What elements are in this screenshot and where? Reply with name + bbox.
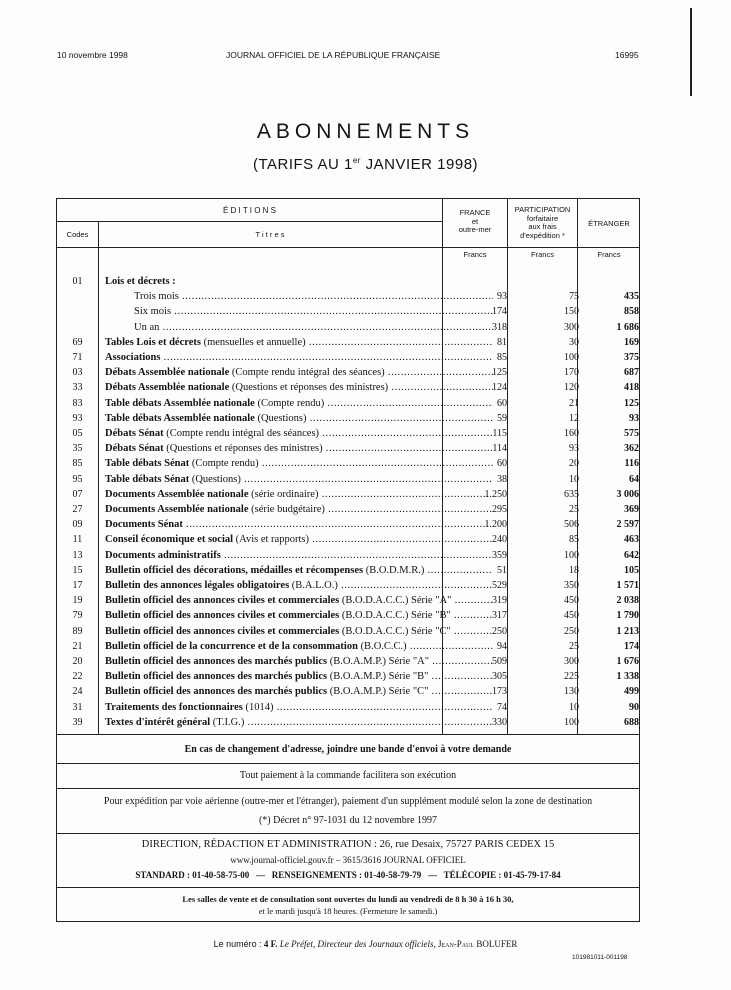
price-participation: 12	[569, 412, 579, 424]
price-participation: 150	[564, 306, 579, 318]
page-title: ABONNEMENTS	[256, 120, 475, 143]
price-etranger: 858	[624, 306, 639, 318]
direction-address: DIRECTION, RÉDACTION ET ADMINISTRATION : 26, rue Desaix, 75727 PARIS CEDEX 15	[141, 839, 555, 850]
price-france: 240	[492, 534, 507, 546]
price-etranger: 362	[624, 443, 639, 455]
price-france: 60	[497, 397, 507, 409]
price-etranger: 2 038	[616, 595, 639, 607]
price-participation: 450	[564, 610, 579, 622]
table-row	[57, 426, 639, 441]
price-etranger: 375	[624, 352, 639, 363]
price-participation: 350	[564, 580, 579, 591]
table-row	[57, 578, 639, 593]
price-participation: 25	[569, 640, 579, 652]
price-france: 81	[497, 336, 507, 348]
unit-label: Francs	[597, 250, 621, 259]
table-row	[57, 669, 639, 684]
row-title: Table débats Sénat (Questions) .....	[105, 472, 493, 487]
row-title: Bulletin officiel des annonces civiles et commerciales (B.O.D.A.C.C.) Série "A" .....	[105, 593, 493, 608]
price-etranger: 687	[624, 367, 639, 379]
table-row	[57, 517, 639, 532]
row-title: Table débats Sénat (Compte rendu) .....	[105, 456, 493, 471]
price-etranger: 688	[624, 716, 639, 728]
price-participation: 506	[564, 519, 579, 531]
price-participation: 20	[569, 458, 579, 470]
price-france: 317	[492, 610, 507, 622]
price-participation: 225	[564, 671, 579, 683]
row-title: Bulletin officiel des annonces civiles et commerciales (B.O.D.A.C.C.) Série "B" .....	[105, 608, 493, 623]
price-participation: 18	[569, 564, 579, 576]
price-etranger: 418	[624, 382, 639, 394]
titres-header: T i t r e s	[255, 230, 285, 239]
rule	[57, 221, 442, 222]
row-code: 39	[72, 716, 83, 728]
table-row	[57, 487, 639, 502]
row-title: Bulletin officiel de la concurrence et de la consommation (B.O.C.C.) .....	[105, 639, 493, 654]
row-title: Textes d'intérêt général (T.I.G.) .....	[105, 715, 493, 730]
price-participation: 75	[569, 291, 579, 303]
row-code: 05	[72, 428, 83, 439]
row-code: 03	[72, 367, 83, 379]
row-code: 95	[72, 473, 83, 485]
price-participation: 130	[564, 686, 579, 698]
table-row	[57, 532, 639, 547]
price-participation: 635	[564, 488, 579, 500]
row-code: 89	[72, 625, 83, 637]
row-title: Débats Assemblée nationale (Compte rendu intégral des séances) .....	[105, 365, 493, 380]
etranger-header: ÉTRANGER	[588, 219, 630, 228]
row-code: 85	[72, 458, 83, 470]
price-participation: 120	[564, 382, 579, 394]
table-row	[57, 654, 639, 669]
row-title: Bulletin officiel des annonces des marchés publics (B.O.A.M.P.) Série "B" .....	[105, 669, 493, 684]
table-row	[57, 608, 639, 623]
price-etranger: 1 571	[616, 580, 639, 591]
rule	[57, 833, 639, 834]
price-france: 124	[492, 382, 507, 394]
table-row	[57, 335, 639, 350]
table-row	[57, 380, 639, 395]
price-france: 85	[497, 352, 507, 363]
price-france: 93	[497, 291, 507, 303]
price-participation: 100	[564, 716, 579, 728]
rule	[57, 788, 639, 789]
row-code: 20	[72, 656, 83, 667]
price-etranger: 1 676	[616, 656, 639, 667]
price-participation: 170	[564, 367, 579, 379]
table-row	[57, 411, 639, 426]
price-etranger: 1 338	[616, 671, 639, 683]
table-row	[57, 684, 639, 699]
website-line: www.journal-officiel.gouv.fr – 3615/3616 JOURNAL OFFICIEL	[230, 855, 466, 865]
price-participation: 85	[569, 534, 579, 546]
price-etranger: 1 686	[616, 321, 639, 333]
row-title: Table débats Assemblée nationale (Questions) .....	[105, 411, 493, 426]
price-participation: 100	[564, 352, 579, 363]
unit-label: Francs	[463, 250, 487, 259]
payment-note: Tout paiement à la commande facilitera son exécution	[239, 770, 457, 781]
row-code: 31	[72, 701, 83, 713]
price-etranger: 642	[624, 549, 639, 561]
opening-hours-line: Les salles de vente et de consultation sont ouvertes du lundi au vendredi de 8 h 30 à 16 h 30,	[182, 894, 514, 904]
table-row	[57, 350, 639, 365]
price-france: 305	[492, 671, 507, 683]
row-code: 01	[72, 276, 83, 287]
price-etranger: 369	[624, 504, 639, 515]
price-france: 94	[497, 640, 507, 652]
price-france: 330	[492, 716, 507, 728]
price-france: 60	[497, 458, 507, 470]
row-code: 19	[72, 595, 83, 607]
table-row	[57, 396, 639, 411]
table-row	[57, 700, 639, 715]
row-code: 11	[72, 534, 83, 546]
change-address-note: En cas de changement d'adresse, joindre une bande d'envoi à votre demande	[184, 744, 512, 755]
price-france: 295	[492, 504, 507, 515]
price-france: 38	[497, 473, 507, 485]
price-participation: 21	[569, 397, 579, 409]
price-etranger: 435	[624, 291, 639, 303]
decree-note: (*) Décret n° 97-1031 du 12 novembre 1997	[258, 815, 438, 826]
price-participation: 300	[564, 321, 579, 333]
row-code: 83	[72, 397, 83, 409]
row-title: Un an .....	[134, 320, 493, 335]
price-participation: 300	[564, 656, 579, 667]
header-date: 10 novembre 1998	[57, 50, 128, 60]
row-title: Bulletin des annonces légales obligatoires (B.A.L.O.) .....	[105, 578, 493, 593]
rule	[57, 247, 639, 248]
price-france: 174	[492, 306, 507, 318]
table-row	[57, 624, 639, 639]
header-page-number: 16995	[615, 50, 639, 60]
table-row	[57, 472, 639, 487]
price-participation: 160	[564, 428, 579, 439]
row-code: 09	[72, 519, 83, 531]
row-code: 17	[72, 580, 83, 591]
table-row	[57, 320, 639, 335]
page-subtitle: (TARIFS AU 1er JANVIER 1998)	[252, 156, 479, 173]
row-title: Débats Sénat (Questions et réponses des ministres) .....	[105, 441, 493, 456]
price-etranger: 2 597	[616, 519, 639, 531]
table-row	[57, 441, 639, 456]
price-participation: 10	[569, 701, 579, 713]
row-code: 79	[72, 610, 83, 622]
table-row	[57, 274, 639, 289]
table-row	[57, 456, 639, 471]
france-header: FRANCE et outre-mer	[458, 208, 492, 234]
row-code: 24	[72, 686, 83, 698]
phone-line: STANDARD : 01-40-58-75-00 — RENSEIGNEMENTS : 01-40-58-79-79 — TÉLÉCOPIE : 01-45-79-17-84	[135, 870, 561, 880]
row-title: Conseil économique et social (Avis et rapports) .....	[105, 532, 493, 547]
row-title: Table débats Assemblée nationale (Compte rendu) .....	[105, 396, 493, 411]
price-etranger: 125	[624, 397, 639, 409]
price-france: 319	[492, 595, 507, 607]
price-etranger: 174	[624, 640, 639, 652]
row-code: 22	[72, 671, 83, 683]
price-participation: 93	[569, 443, 579, 455]
price-france: 125	[492, 367, 507, 379]
opening-hours-line: et le mardi jusqu'à 18 heures. (Fermeture le samedi.)	[258, 906, 438, 916]
row-title: Documents Assemblée nationale (série budgétaire) .....	[105, 502, 493, 517]
price-france: 51	[497, 564, 507, 576]
row-code: 35	[72, 443, 83, 455]
row-code: 21	[72, 640, 83, 652]
table-row	[57, 563, 639, 578]
price-participation: 450	[564, 595, 579, 607]
row-title: Débats Assemblée nationale (Questions et réponses des ministres) .....	[105, 380, 493, 395]
row-code: 15	[72, 564, 83, 576]
table-row	[57, 502, 639, 517]
price-etranger: 169	[624, 336, 639, 348]
price-france: 59	[497, 412, 507, 424]
price-etranger: 116	[624, 458, 639, 470]
price-etranger: 93	[629, 412, 639, 424]
table-row	[57, 715, 639, 730]
row-title: Débats Sénat (Compte rendu intégral des séances) .....	[105, 426, 493, 441]
row-title: Bulletin officiel des décorations, médailles et récompenses (B.O.D.M.R.) .....	[105, 563, 493, 578]
codes-header: Codes	[66, 230, 89, 239]
price-etranger: 105	[624, 564, 639, 576]
unit-label: Francs	[531, 250, 554, 259]
row-title: Trois mois .....	[134, 289, 493, 304]
row-title: Tables Lois et décrets (mensuelles et annuelle) .....	[105, 335, 493, 350]
price-france: 1 200	[484, 519, 507, 531]
scan-edge-mark	[690, 8, 692, 96]
row-title: Documents administratifs .....	[105, 548, 493, 563]
price-france: 173	[492, 686, 507, 698]
price-france: 250	[492, 625, 507, 637]
price-line: Le numéro : 4 F. Le Préfet, Directeur des Journaux officiels, Jean-Paul BOLUFER	[213, 939, 518, 949]
price-france: 74	[497, 701, 507, 713]
row-code: 07	[72, 488, 83, 500]
shipping-note: Pour expédition par voie aérienne (outre-mer et l'étranger), paiement d'un supplément modulé selon la zone de destination	[103, 796, 593, 807]
row-title: Bulletin officiel des annonces des marchés publics (B.O.A.M.P.) Série "A" .....	[105, 654, 493, 669]
header-journal: JOURNAL OFFICIEL DE LA RÉPUBLIQUE FRANÇAISE	[226, 50, 441, 60]
price-etranger: 575	[624, 428, 639, 439]
price-participation: 100	[564, 549, 579, 561]
row-title: Documents Assemblée nationale (série ordinaire) .....	[105, 487, 493, 502]
rule	[57, 887, 639, 888]
row-title: Bulletin officiel des annonces des marchés publics (B.O.A.M.P.) Série "C" .....	[105, 684, 493, 699]
editions-header: É D I T I O N S	[222, 206, 277, 215]
price-france: 1 250	[484, 488, 507, 500]
table-row	[57, 593, 639, 608]
table-row	[57, 548, 639, 563]
row-code: 27	[72, 504, 83, 515]
price-etranger: 1 213	[616, 625, 639, 637]
price-etranger: 463	[624, 534, 639, 546]
table-row	[57, 289, 639, 304]
price-france: 509	[492, 656, 507, 667]
price-etranger: 499	[624, 686, 639, 698]
price-france: 114	[492, 443, 507, 455]
rule	[57, 763, 639, 764]
participation-header: PARTICIPATION forfaitaire aux frais d'expédition *	[514, 205, 571, 240]
price-france: 359	[492, 549, 507, 561]
row-code: 69	[72, 336, 83, 348]
print-reference: 101981011-001198	[572, 954, 628, 961]
row-code: 93	[72, 412, 83, 424]
price-etranger: 3 006	[616, 488, 639, 500]
row-code: 71	[72, 352, 83, 363]
row-title: Six mois .....	[134, 304, 493, 319]
row-title: Associations .....	[105, 350, 493, 365]
price-france: 318	[492, 321, 507, 333]
row-title: Traitements des fonctionnaires (1014) .....	[105, 700, 493, 715]
row-title: Documents Sénat .....	[105, 517, 493, 532]
price-participation: 30	[569, 336, 579, 348]
price-france: 115	[492, 428, 507, 439]
row-code: 13	[72, 549, 83, 561]
price-etranger: 64	[629, 473, 639, 485]
price-etranger: 90	[629, 701, 639, 713]
table-row	[57, 304, 639, 319]
rule	[57, 734, 639, 735]
price-participation: 250	[564, 625, 579, 637]
price-france: 529	[492, 580, 507, 591]
price-participation: 10	[569, 473, 579, 485]
row-title: Lois et décrets :	[105, 276, 176, 287]
price-participation: 25	[569, 504, 579, 515]
table-row	[57, 639, 639, 654]
row-title: Bulletin officiel des annonces civiles et commerciales (B.O.D.A.C.C.) Série "C" .....	[105, 624, 493, 639]
row-code: 33	[72, 382, 83, 394]
price-etranger: 1 790	[616, 610, 639, 622]
table-row	[57, 365, 639, 380]
